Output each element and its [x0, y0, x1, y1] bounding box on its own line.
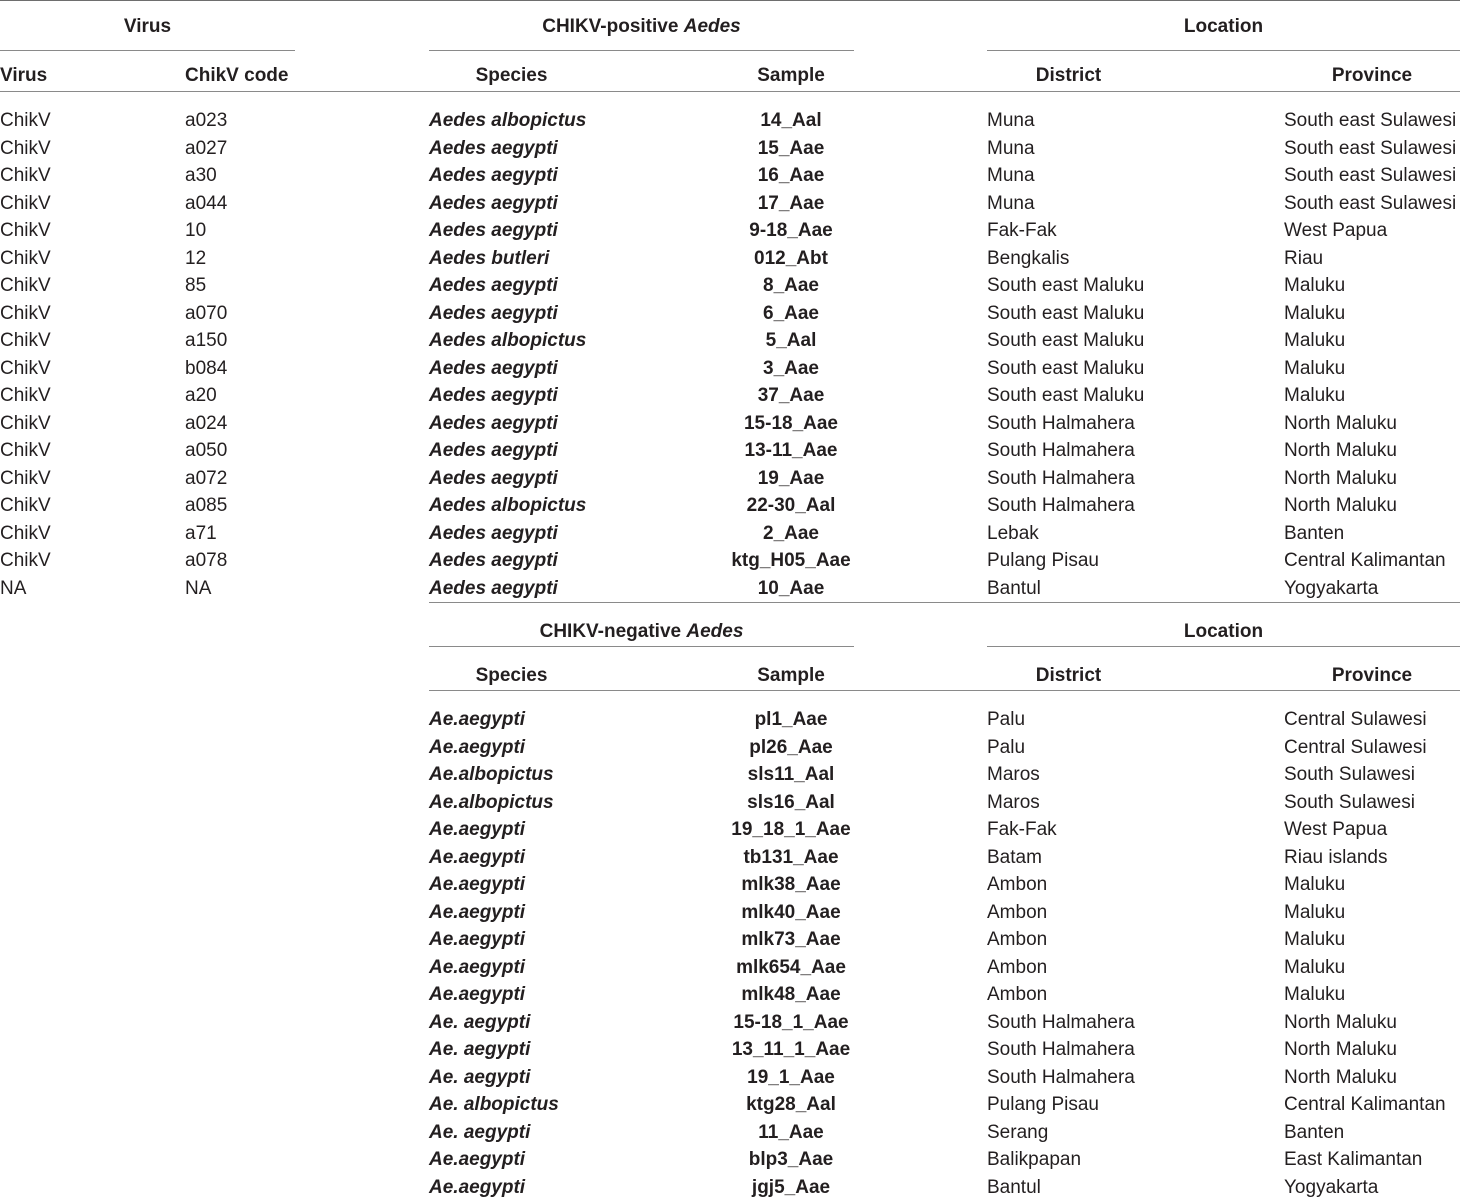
district-cell: Maros	[987, 791, 1040, 813]
sample-cell: 15_Aae	[757, 137, 825, 159]
species-cell: Aedes aegypti	[429, 440, 558, 461]
virus-cell: ChikV	[0, 165, 51, 186]
negative-group-header	[429, 622, 854, 641]
sample-cell: 9-18_Aae	[749, 220, 833, 241]
province-col-header-2: Province	[1331, 665, 1413, 686]
province-cell: Maluku	[1284, 901, 1346, 923]
species-cell: Aedes aegypti	[429, 522, 558, 544]
sample-cell: sls11_Aal	[747, 764, 835, 785]
province-cell: Riau islands	[1284, 846, 1388, 868]
species-cell: Ae.aegypti	[429, 819, 526, 840]
province-cell: Maluku	[1284, 357, 1346, 379]
sample-cell: 16_Aae	[757, 165, 825, 186]
district-cell: Ambon	[987, 956, 1048, 978]
sample-cell: 13_11_1_Aae	[731, 1039, 851, 1060]
species-cell: Ae. albopictus	[429, 1094, 559, 1115]
province-cell: North Maluku	[1284, 1011, 1397, 1033]
virus-cell: ChikV	[0, 522, 51, 544]
species-cell: Aedes albopictus	[429, 330, 587, 351]
district-cell: Bantul	[987, 577, 1041, 599]
virus-cell: ChikV	[0, 220, 51, 241]
sample-cell: 3_Aae	[763, 357, 819, 379]
district-col-header-1: District	[1035, 65, 1102, 86]
negative-group-aedes: Aedes	[686, 621, 744, 642]
virus-cell: ChikV	[0, 110, 51, 131]
district-cell: South Halmahera	[987, 440, 1135, 461]
chikv-code-cell: NA	[185, 577, 212, 599]
district-cell: Ambon	[987, 874, 1048, 895]
district-cell: Batam	[987, 846, 1042, 868]
province-cell: North Maluku	[1284, 440, 1397, 461]
province-cell: North Maluku	[1284, 1039, 1397, 1060]
species-cell: Ae.aegypti	[429, 846, 526, 868]
province-cell: Riau	[1284, 247, 1324, 269]
district-cell: Balikpapan	[987, 1149, 1082, 1170]
district-cell: Serang	[987, 1121, 1049, 1143]
province-cell: Banten	[1284, 1121, 1345, 1143]
province-cell: North Maluku	[1284, 412, 1397, 434]
sample-cell: 19_Aae	[757, 467, 825, 489]
sample-cell: mlk38_Aae	[741, 874, 841, 895]
province-cell: South Sulawesi	[1284, 764, 1415, 785]
sample-cell: 22-30_Aal	[746, 495, 836, 516]
species-cell: Aedes aegypti	[429, 385, 558, 406]
chikv-code-cell: a027	[185, 137, 228, 159]
district-cell: South Halmahera	[987, 495, 1135, 516]
chikv-code-cell: a050	[185, 440, 228, 461]
district-cell: Lebak	[987, 522, 1039, 544]
district-cell: Pulang Pisau	[987, 1094, 1099, 1115]
province-cell: Central Kalimantan	[1284, 550, 1446, 571]
virus-cell: ChikV	[0, 247, 51, 269]
province-cell: Maluku	[1284, 929, 1346, 950]
district-cell: South east Maluku	[987, 385, 1145, 406]
species-cell: Ae.aegypti	[429, 874, 526, 895]
location-group-header-1: Location	[1183, 16, 1264, 37]
district-cell: Ambon	[987, 984, 1048, 1005]
positive-group-prefix: CHIKV-positive	[542, 16, 684, 37]
chikv-code-cell: a150	[185, 330, 228, 351]
location-group-header-2: Location	[1183, 621, 1264, 642]
chikv-code-cell: a71	[185, 522, 217, 544]
species-cell: Aedes aegypti	[429, 137, 558, 159]
sample-cell: ktg_H05_Aae	[731, 550, 851, 571]
district-cell: Bengkalis	[987, 247, 1070, 269]
district-cell: Fak-Fak	[987, 819, 1057, 840]
district-cell: Muna	[987, 192, 1035, 214]
virus-cell: ChikV	[0, 357, 51, 379]
district-cell: South Halmahera	[987, 412, 1135, 434]
district-cell: Maros	[987, 764, 1040, 785]
district-cell: Pulang Pisau	[987, 550, 1099, 571]
sample-cell: mlk40_Aae	[741, 901, 841, 923]
chikv-code-cell: 10	[185, 220, 207, 241]
sample-cell: 10_Aae	[757, 577, 825, 599]
chikv-code-cell: a044	[185, 192, 228, 214]
sample-cell: 2_Aae	[763, 522, 819, 544]
sample-cell: sls16_Aal	[747, 791, 835, 813]
chikv-code-cell: a085	[185, 495, 228, 516]
district-cell: South east Maluku	[987, 357, 1145, 379]
sample-cell: 37_Aae	[757, 385, 825, 406]
sample-cell: 6_Aae	[763, 302, 819, 324]
virus-group-header: Virus	[123, 16, 172, 37]
province-cell: Maluku	[1284, 330, 1346, 351]
chikv-code-cell: b084	[185, 357, 228, 379]
district-cell: Muna	[987, 137, 1035, 159]
district-cell: Bantul	[987, 1176, 1041, 1198]
species-col-header-2: Species	[475, 665, 548, 686]
species-cell: Aedes aegypti	[429, 165, 558, 186]
species-cell: Aedes aegypti	[429, 412, 558, 434]
province-cell: West Papua	[1284, 819, 1388, 840]
species-cell: Aedes butleri	[429, 247, 550, 269]
province-cell: Maluku	[1284, 385, 1346, 406]
species-col-header-1: Species	[475, 65, 548, 86]
virus-cell: ChikV	[0, 550, 51, 571]
species-cell: Ae. aegypti	[429, 1066, 531, 1088]
chikv-code-cell: a30	[185, 165, 217, 186]
province-cell: North Maluku	[1284, 467, 1397, 489]
chikv-code-cell: a078	[185, 550, 228, 571]
virus-cell: ChikV	[0, 330, 51, 351]
province-col-header-1: Province	[1331, 65, 1413, 86]
species-cell: Ae.aegypti	[429, 901, 526, 923]
province-cell: Yogyakarta	[1284, 1176, 1379, 1198]
district-cell: Ambon	[987, 929, 1048, 950]
district-cell: South Halmahera	[987, 1011, 1135, 1033]
virus-cell: ChikV	[0, 192, 51, 214]
province-cell: Banten	[1284, 522, 1345, 544]
district-col-header-2: District	[1035, 665, 1102, 686]
virus-cell: ChikV	[0, 440, 51, 461]
virus-cell: ChikV	[0, 137, 51, 159]
positive-group-header	[429, 17, 854, 36]
species-cell: Aedes aegypti	[429, 467, 558, 489]
chikv-code-cell: 85	[185, 275, 207, 296]
sample-col-header-1: Sample	[757, 65, 825, 86]
virus-cell: ChikV	[0, 302, 51, 324]
species-cell: Ae.aegypti	[429, 1176, 526, 1198]
province-cell: North Maluku	[1284, 1066, 1397, 1088]
province-cell: South east Sulawesi	[1284, 165, 1457, 186]
virus-cell: ChikV	[0, 467, 51, 489]
province-cell: East Kalimantan	[1284, 1149, 1423, 1170]
district-cell: South Halmahera	[987, 1039, 1135, 1060]
province-cell: South east Sulawesi	[1284, 192, 1457, 214]
district-cell: Ambon	[987, 901, 1048, 923]
province-cell: Central Kalimantan	[1284, 1094, 1446, 1115]
chikv-code-cell: a20	[185, 385, 217, 406]
virus-cell: ChikV	[0, 275, 51, 296]
district-cell: South Halmahera	[987, 1066, 1135, 1088]
province-cell: North Maluku	[1284, 495, 1397, 516]
sample-cell: 012_Abt	[754, 247, 828, 269]
sample-cell: 8_Aae	[763, 275, 819, 296]
sample-cell: tb131_Aae	[743, 846, 839, 868]
virus-cell: NA	[0, 577, 27, 599]
province-cell: Maluku	[1284, 956, 1346, 978]
chikv-code-cell: a070	[185, 302, 228, 324]
species-cell: Aedes aegypti	[429, 220, 558, 241]
virus-col-header: Virus	[0, 65, 48, 86]
sample-cell: ktg28_Aal	[746, 1094, 836, 1115]
chikv-code-cell: a024	[185, 412, 228, 434]
species-cell: Ae.aegypti	[429, 1149, 526, 1170]
district-cell: Fak-Fak	[987, 220, 1057, 241]
sample-cell: jgj5_Aae	[751, 1176, 831, 1198]
species-cell: Ae.albopictus	[429, 791, 554, 813]
sample-cell: 5_Aal	[765, 330, 817, 351]
species-cell: Aedes aegypti	[429, 275, 558, 296]
species-cell: Aedes aegypti	[429, 302, 558, 324]
code-col-header: ChikV code	[185, 65, 289, 86]
province-cell: Yogyakarta	[1284, 577, 1379, 599]
district-cell: South east Maluku	[987, 302, 1145, 324]
species-cell: Ae. aegypti	[429, 1121, 531, 1143]
positive-group-aedes: Aedes	[683, 16, 741, 37]
species-cell: Aedes aegypti	[429, 550, 558, 571]
virus-cell: ChikV	[0, 495, 51, 516]
province-cell: Central Sulawesi	[1284, 736, 1427, 758]
district-cell: South Halmahera	[987, 467, 1135, 489]
district-cell: South east Maluku	[987, 330, 1145, 351]
species-cell: Aedes albopictus	[429, 495, 587, 516]
district-cell: Palu	[987, 709, 1026, 730]
province-cell: Maluku	[1284, 874, 1346, 895]
species-cell: Ae.aegypti	[429, 956, 526, 978]
sample-cell: 19_18_1_Aae	[731, 819, 851, 840]
province-cell: Maluku	[1284, 302, 1346, 324]
sample-cell: 19_1_Aae	[747, 1066, 835, 1088]
district-cell: Palu	[987, 736, 1026, 758]
province-cell: South east Sulawesi	[1284, 110, 1457, 131]
virus-cell: ChikV	[0, 385, 51, 406]
district-cell: Muna	[987, 110, 1035, 131]
sample-cell: 15-18_1_Aae	[733, 1011, 849, 1033]
sample-cell: mlk48_Aae	[741, 984, 841, 1005]
sample-cell: pl1_Aae	[754, 709, 828, 730]
chikv-code-cell: 12	[185, 247, 207, 269]
species-cell: Ae.aegypti	[429, 709, 526, 730]
province-cell: Central Sulawesi	[1284, 709, 1427, 730]
sample-cell: 14_Aal	[760, 110, 822, 131]
district-cell: Muna	[987, 165, 1035, 186]
species-cell: Ae.albopictus	[429, 764, 554, 785]
sample-cell: 15-18_Aae	[743, 412, 839, 434]
district-cell: South east Maluku	[987, 275, 1145, 296]
province-cell: South Sulawesi	[1284, 791, 1415, 813]
species-cell: Aedes albopictus	[429, 110, 587, 131]
sample-cell: mlk73_Aae	[741, 929, 841, 950]
species-cell: Ae.aegypti	[429, 984, 526, 1005]
species-cell: Ae.aegypti	[429, 736, 526, 758]
province-cell: West Papua	[1284, 220, 1388, 241]
chikv-code-cell: a023	[185, 110, 228, 131]
province-cell: South east Sulawesi	[1284, 137, 1457, 159]
sample-col-header-2: Sample	[757, 665, 825, 686]
species-cell: Ae. aegypti	[429, 1011, 531, 1033]
species-cell: Ae. aegypti	[429, 1039, 531, 1060]
species-cell: Aedes aegypti	[429, 357, 558, 379]
species-cell: Aedes aegypti	[429, 192, 558, 214]
species-cell: Aedes aegypti	[429, 577, 558, 599]
virus-cell: ChikV	[0, 412, 51, 434]
negative-group-prefix: CHIKV-negative	[539, 621, 687, 642]
sample-cell: 13-11_Aae	[744, 440, 838, 461]
species-cell: Ae.aegypti	[429, 929, 526, 950]
sample-cell: blp3_Aae	[748, 1149, 834, 1170]
sample-cell: pl26_Aae	[749, 736, 833, 758]
sample-cell: 11_Aae	[758, 1121, 824, 1143]
province-cell: Maluku	[1284, 275, 1346, 296]
sample-cell: 17_Aae	[757, 192, 825, 214]
province-cell: Maluku	[1284, 984, 1346, 1005]
chikv-code-cell: a072	[185, 467, 228, 489]
sample-cell: mlk654_Aae	[736, 956, 846, 978]
